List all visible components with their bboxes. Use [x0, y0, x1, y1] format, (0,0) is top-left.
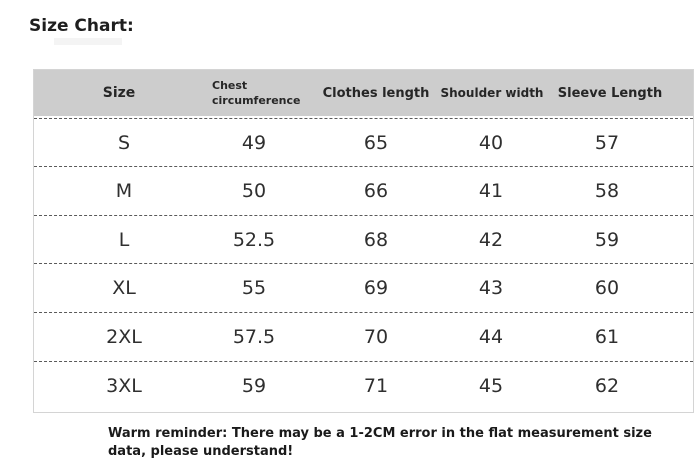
cell-size: M — [115, 180, 133, 202]
cell-shoulder-width: 43 — [478, 277, 504, 299]
cell-size: 2XL — [106, 326, 142, 348]
cell-size: 3XL — [106, 375, 142, 397]
cell-chest: 55 — [241, 277, 267, 299]
cell-clothes-length: 68 — [363, 229, 389, 251]
cell-sleeve-length: 57 — [594, 132, 620, 154]
cell-sleeve-length: 58 — [594, 180, 620, 202]
size-table — [33, 69, 694, 413]
table-row — [34, 118, 693, 167]
table-row — [34, 215, 693, 264]
header-chest-circumference — [212, 70, 322, 116]
table-row — [34, 312, 693, 361]
cell-clothes-length: 71 — [363, 375, 389, 397]
table-header — [34, 70, 693, 116]
cell-clothes-length: 69 — [363, 277, 389, 299]
cell-chest: 59 — [241, 375, 267, 397]
cell-sleeve-length: 62 — [594, 375, 620, 397]
header-clothes-length: Clothes length — [322, 85, 430, 101]
cell-chest: 57.5 — [232, 326, 276, 348]
header-chest-label: Chest circumference — [212, 79, 301, 107]
page-title: Size Chart: — [29, 16, 134, 36]
cell-sleeve-length: 59 — [594, 229, 620, 251]
cell-shoulder-width: 42 — [478, 229, 504, 251]
cell-shoulder-width: 45 — [478, 375, 504, 397]
cell-clothes-length: 65 — [363, 132, 389, 154]
cell-chest: 50 — [241, 180, 267, 202]
header-sleeve-length: Sleeve Length — [557, 85, 663, 101]
table-row — [34, 263, 693, 312]
cell-sleeve-length: 61 — [594, 326, 620, 348]
header-size: Size — [102, 85, 136, 101]
header-shoulder-width: Shoulder width — [440, 86, 544, 100]
table-row — [34, 361, 693, 410]
cell-sleeve-length: 60 — [594, 277, 620, 299]
table-row — [34, 166, 693, 215]
cell-shoulder-width: 44 — [478, 326, 504, 348]
title-underline-decoration — [54, 38, 122, 45]
cell-shoulder-width: 41 — [478, 180, 504, 202]
cell-clothes-length: 70 — [363, 326, 389, 348]
cell-chest: 49 — [241, 132, 267, 154]
cell-shoulder-width: 40 — [478, 132, 504, 154]
cell-size: S — [117, 132, 131, 154]
warm-reminder-note: Warm reminder: There may be a 1-2CM error in the flat measurement size data, please understand! — [108, 426, 652, 459]
cell-size: XL — [112, 277, 136, 299]
cell-chest: 52.5 — [232, 229, 276, 251]
cell-size: L — [118, 229, 130, 251]
cell-clothes-length: 66 — [363, 180, 389, 202]
